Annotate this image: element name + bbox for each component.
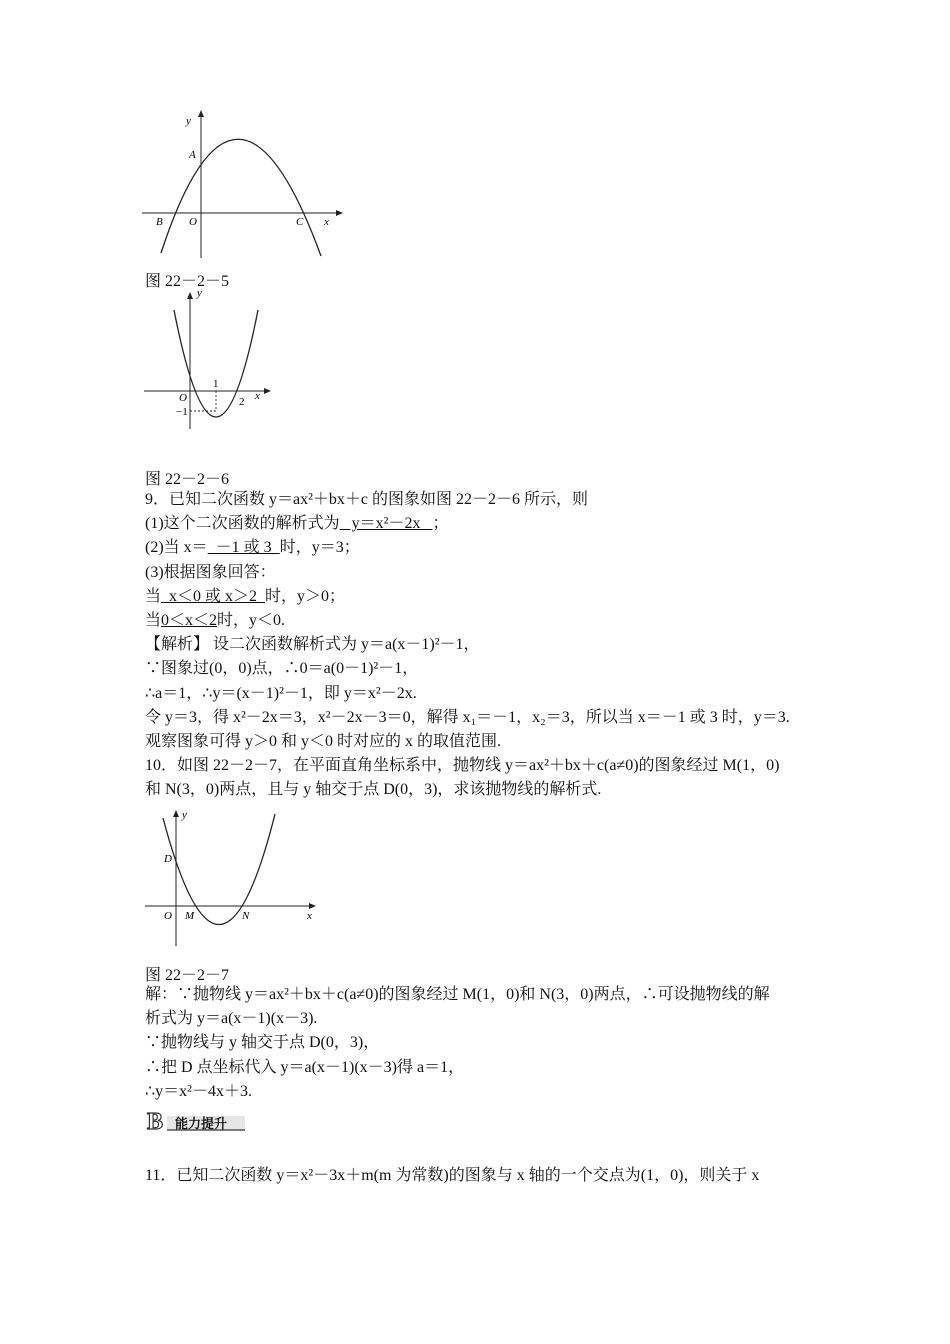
- y-axis-arrow: [173, 810, 179, 817]
- tick-label-neg1: −1: [176, 406, 188, 418]
- section-badge: [145, 1108, 249, 1139]
- figure-22-2-6: [140, 284, 280, 434]
- question-block: [145, 488, 825, 802]
- q9-part2: [145, 536, 825, 560]
- origin-label: O: [164, 910, 172, 922]
- axis-label-x: x: [307, 910, 312, 922]
- q9-part1-suffix: ；: [432, 515, 449, 533]
- axis-label-y: y: [186, 115, 191, 127]
- solution-line: 析式为 y＝a(x－1)(x－3).: [145, 1010, 318, 1028]
- point-label-n: N: [242, 910, 250, 922]
- q9-stem: 9．已知二次函数 y＝ax²＋bx＋c 的图象如图 22－2－6 所示，则: [145, 491, 589, 508]
- section-badge-graphic: [145, 1108, 249, 1134]
- q9-part1-answer: y＝x²－2x: [339, 515, 433, 533]
- q9-part3a-prefix: 当: [145, 587, 162, 605]
- q9-part3b: [145, 609, 825, 633]
- badge-title: 能力提升: [175, 1116, 228, 1131]
- x-axis-arrow: [336, 210, 343, 216]
- origin-label: O: [179, 392, 187, 404]
- figure-22-2-7: [145, 808, 325, 953]
- point-label-m: M: [185, 910, 195, 922]
- badge-letter: B: [147, 1109, 164, 1134]
- q10-stem-line2: 和 N(3，0)两点，且与 y 轴交于点 D(0，3)，求该抛物线的解析式.: [145, 781, 602, 799]
- parabola-curve: [163, 814, 275, 925]
- y-axis-arrow: [187, 292, 193, 299]
- figure-22-2-6-graph: [140, 284, 280, 434]
- analysis-line: 令 y＝3，得 x²－2x＝3，x²－2x－3＝0，解得 x₁＝－1，x₂＝3，所以当 x＝－1 或 3 时，y＝3.: [145, 708, 790, 726]
- q9-part1: [145, 512, 825, 536]
- analysis-line: 【解析】 设二次函数解析式为 y＝a(x－1)²－1，: [145, 636, 480, 654]
- axis-label-y: y: [182, 809, 187, 821]
- q9-part2-prefix: (2)当 x＝: [145, 539, 208, 557]
- analysis-line: 观察图象可得 y＞0 和 y＜0 时对应的 x 的取值范围.: [145, 732, 502, 750]
- x-axis-arrow: [309, 903, 316, 909]
- solution-line: 解：∵抛物线 y＝ax²＋bx＋c(a≠0)的图象经过 M(1，0)和 N(3，0)两点，∴可设抛物线的解: [145, 986, 770, 1003]
- point-label-c: C: [296, 216, 304, 228]
- axis-label-x: x: [255, 390, 260, 402]
- axis-label-x: x: [324, 216, 329, 228]
- q9-part3b-suffix: 时，y＜0.: [217, 611, 286, 629]
- parabola-curve: [161, 139, 321, 256]
- q9-part3: (3)根据图象回答：: [145, 563, 276, 581]
- figure-22-2-5-caption: 图 22－2－5: [145, 273, 230, 290]
- analysis-line: ∴a＝1，∴y＝(x－1)²－1，即 y＝x²－2x.: [145, 684, 417, 702]
- solution-line: ∵抛物线与 y 轴交于点 D(0，3)，: [145, 1034, 380, 1052]
- figure-22-2-7-graph: [145, 808, 325, 953]
- figure-22-2-7-caption: 图 22－2－7: [145, 967, 230, 984]
- q9-part2-answer: －1 或 3: [207, 539, 280, 557]
- figure-22-2-6-caption: 图 22－2－6: [145, 471, 230, 488]
- point-label-d: D: [164, 853, 172, 865]
- figure-22-2-5-graph: [140, 108, 350, 268]
- solution-block: [145, 983, 825, 1104]
- tick-label-2: 2: [239, 396, 245, 408]
- point-label-a: A: [189, 149, 196, 161]
- point-label-b: B: [156, 216, 163, 228]
- q9-part3b-answer: 0＜x＜2: [161, 611, 218, 629]
- solution-line: ∴把 D 点坐标代入 y＝a(x－1)(x－3)得 a＝1，: [145, 1058, 465, 1076]
- q11-stem: 11．已知二次函数 y＝x²－3x＋m(m 为常数)的图象与 x 轴的一个交点为(1，0)，则关于 x: [145, 1167, 760, 1184]
- q10-stem-line1: 10．如图 22－2－7，在平面直角坐标系中，抛物线 y＝ax²＋bx＋c(a≠0)的图象经过 M(1，0): [145, 757, 780, 775]
- q9-part1-prefix: (1)这个二次函数的解析式为: [145, 515, 340, 533]
- y-axis-arrow: [198, 110, 204, 117]
- analysis-line: ∵图象过(0，0)点，∴0＝a(0－1)²－1，: [145, 660, 419, 678]
- axis-label-y: y: [197, 287, 202, 299]
- q9-part3a-answer: x＜0 或 x＞2: [161, 587, 266, 605]
- origin-label: O: [189, 216, 197, 228]
- q9-part2-suffix: 时，y＝3；: [279, 539, 360, 557]
- tick-label-1: 1: [213, 378, 219, 390]
- figure-22-2-5: [140, 108, 350, 268]
- x-axis-arrow: [264, 388, 271, 394]
- solution-line: ∴y＝x²－4x＋3.: [145, 1082, 252, 1100]
- q9-part3a: [145, 585, 825, 609]
- q9-part3b-prefix: 当: [145, 611, 162, 629]
- q9-part3a-suffix: 时，y＞0；: [265, 587, 346, 605]
